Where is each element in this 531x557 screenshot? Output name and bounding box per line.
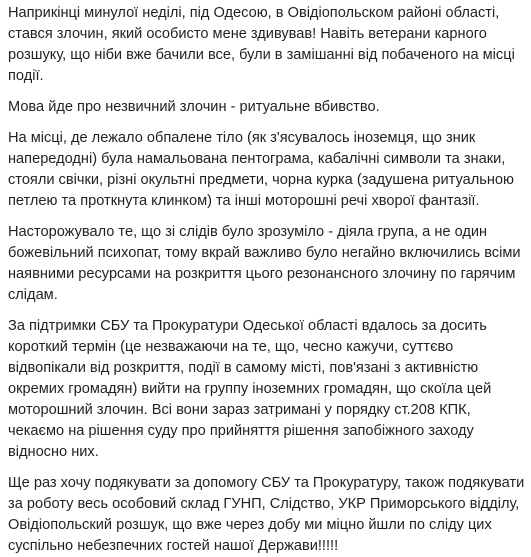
post-paragraph-3: На місці, де лежало обпалене тіло (як з'ясувалось іноземця, що зник напередодні) була намальована пентограма, кабалічні символи та знаки, стояли свічки, різні окультні предмети, чорна курка (задушена ритуальною петлею та проткнута клинком) та інші моторошні речі хворої фантазії. bbox=[8, 130, 514, 209]
post-paragraph-4: Насторожувало те, що зі слідів було зрозуміло - діяла група, а не один божевільний психопат, тому вкрай важливо було негайно включились всіми наявними ресурсами на розкриття цього резонансного злочину по гарячим слідам. bbox=[8, 224, 521, 303]
post-paragraph-6: Ще раз хочу подякувати за допомогу СБУ та Прокуратуру, також подякувати за роботу весь особовий склад ГУНП, Слідство, УКР Приморського відділу, Овідіопольский розшук, що вже через добу ми міцно йшли по сліду цих суспільно небезпечних гостей нашої Держави!!!!! bbox=[8, 475, 525, 554]
post-paragraph-2: Мова йде про незвичний злочин - ритуальне вбивство. bbox=[8, 99, 380, 115]
post-paragraph-1: Наприкінці минулої неділі, під Одесою, в Овідіопольском районі області, стався злочин, який особисто мене здивував! Навіть ветерани карного розшуку, що ніби вже бачили все, були в замішанні від побаченого на місці події. bbox=[8, 5, 515, 84]
post-paragraph-5: За підтримки СБУ та Прокуратури Одеської області вдалось за досить короткий термін (це незважаючи на те, що, чесно кажучи, суттєво відвопікали від розкриття, події в самому місті, пов'язані з активністю окремих громадян) вийти на группу іноземних громадян, що скоїла цей моторошний злочин. Всі вони зараз затримані у порядку ст.208 КПК, чекаємо на рішення суду про прийняття рішення запобіжного заходу відносно них. bbox=[8, 318, 492, 460]
